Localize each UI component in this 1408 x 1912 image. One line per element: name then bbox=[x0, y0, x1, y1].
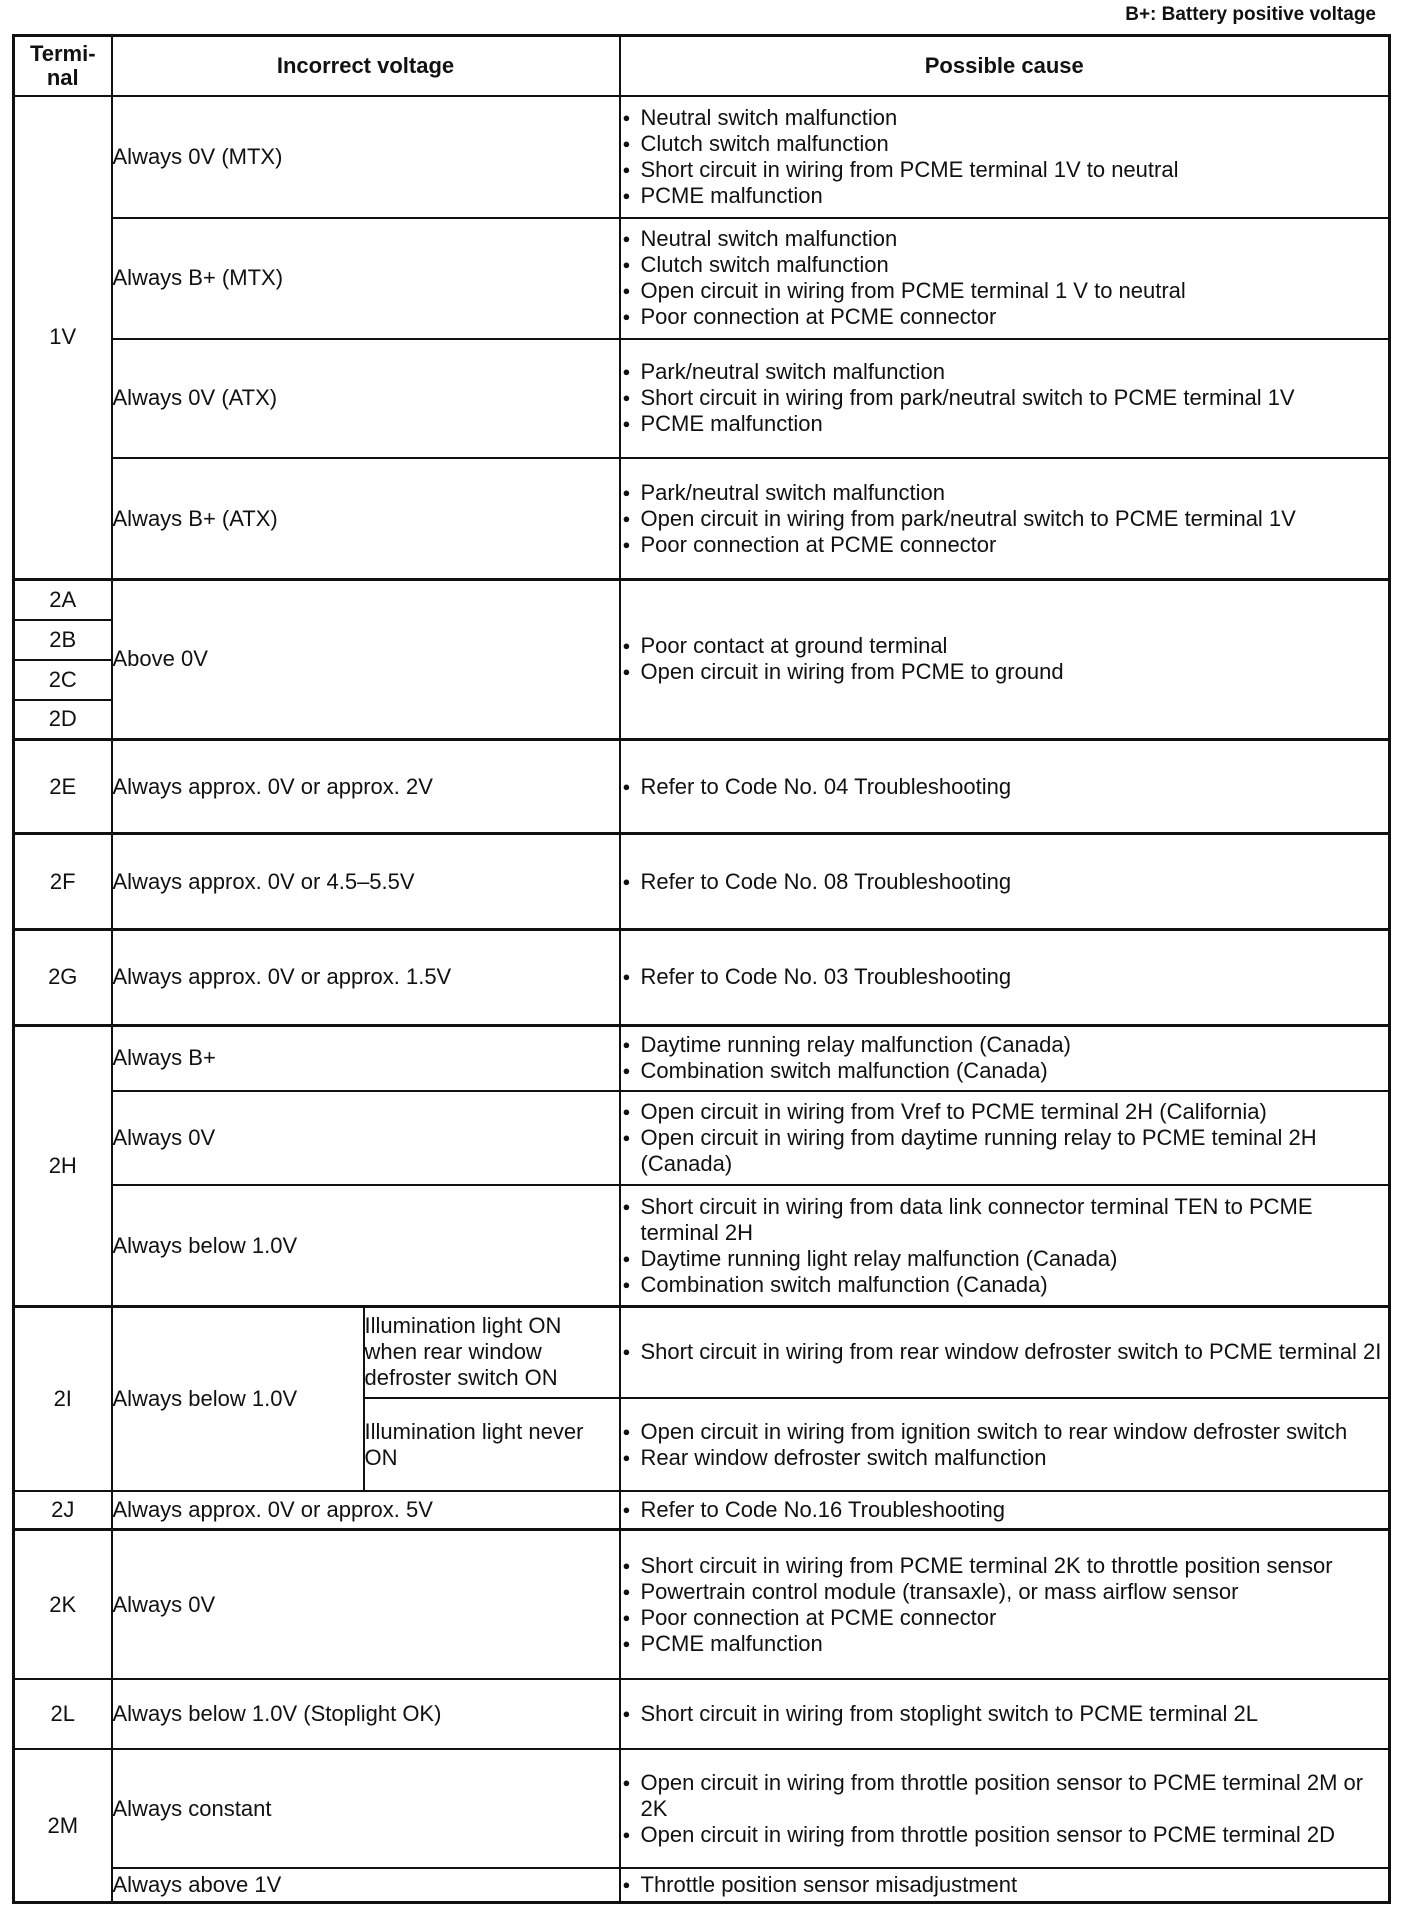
cause-cell bbox=[620, 1398, 1390, 1492]
voltage-cell: Always 0V (MTX) bbox=[112, 96, 620, 218]
cause-cell bbox=[620, 339, 1390, 459]
voltage-cell: Always B+ (MTX) bbox=[112, 218, 620, 339]
cause-item: ● Short circuit in wiring from park/neutral switch to PCME terminal 1V bbox=[621, 385, 1389, 411]
cause-item: ● Short circuit in wiring from data link connector terminal TEN to PCME terminal 2H bbox=[621, 1194, 1389, 1246]
cause-cell bbox=[620, 1749, 1390, 1868]
cause-item: ● Poor connection at PCME connector bbox=[621, 532, 1389, 558]
terminal-cell: 2J bbox=[14, 1491, 112, 1529]
table-row bbox=[14, 579, 1390, 619]
cause-item: ● Poor connection at PCME connector bbox=[621, 304, 1389, 330]
header-terminal: Termi- nal bbox=[14, 36, 112, 96]
voltage-cell: Always 0V bbox=[112, 1530, 620, 1679]
header-incorrect-voltage: Incorrect voltage bbox=[112, 36, 620, 96]
cause-item: ● Refer to Code No. 08 Troubleshooting bbox=[621, 869, 1389, 895]
voltage-cell: Always below 1.0V (Stoplight OK) bbox=[112, 1679, 620, 1749]
cause-item: ● Daytime running relay malfunction (Canada) bbox=[621, 1032, 1389, 1058]
voltage-cell: Always approx. 0V or approx. 2V bbox=[112, 739, 620, 834]
cause-cell bbox=[620, 1306, 1390, 1398]
cause-item: ● PCME malfunction bbox=[621, 183, 1389, 209]
cause-item: ● Open circuit in wiring from Vref to PCME terminal 2H (California) bbox=[621, 1099, 1389, 1125]
cause-cell bbox=[620, 1091, 1390, 1186]
terminal-cell: 2G bbox=[14, 930, 112, 1026]
voltage-cell: Always B+ bbox=[112, 1025, 620, 1090]
cause-cell bbox=[620, 1491, 1390, 1529]
cause-item: ● Park/neutral switch malfunction bbox=[621, 480, 1389, 506]
cause-item: ● Refer to Code No.16 Troubleshooting bbox=[621, 1497, 1389, 1523]
terminal-cell: 2D bbox=[14, 700, 112, 739]
cause-item: ● Rear window defroster switch malfunction bbox=[621, 1445, 1389, 1471]
table-row bbox=[14, 458, 1390, 579]
header-row bbox=[14, 36, 1390, 96]
voltage-cell: Above 0V bbox=[112, 579, 620, 739]
voltage-cell: Always approx. 0V or approx. 1.5V bbox=[112, 930, 620, 1026]
voltage-cell: Always below 1.0V bbox=[112, 1185, 620, 1306]
cause-item: ● Powertrain control module (transaxle), or mass airflow sensor bbox=[621, 1579, 1389, 1605]
table-row bbox=[14, 1025, 1390, 1090]
voltage-cell: Always B+ (ATX) bbox=[112, 458, 620, 579]
cause-cell bbox=[620, 218, 1390, 339]
cause-item: ● Refer to Code No. 03 Troubleshooting bbox=[621, 964, 1389, 990]
terminal-cell: 2F bbox=[14, 834, 112, 930]
cause-item: ● Short circuit in wiring from stoplight switch to PCME terminal 2L bbox=[621, 1701, 1389, 1727]
condition-cell: Illumination light never ON bbox=[364, 1398, 620, 1492]
table-row bbox=[14, 834, 1390, 930]
header-possible-cause: Possible cause bbox=[620, 36, 1390, 96]
cause-item: ● Open circuit in wiring from throttle position sensor to PCME terminal 2M or 2K bbox=[621, 1770, 1389, 1822]
voltage-cell: Always above 1V bbox=[112, 1868, 620, 1902]
cause-item: ● PCME malfunction bbox=[621, 1631, 1389, 1657]
table-row bbox=[14, 218, 1390, 339]
cause-cell bbox=[620, 96, 1390, 218]
cause-item: ● Combination switch malfunction (Canada) bbox=[621, 1058, 1389, 1084]
cause-item: ● Neutral switch malfunction bbox=[621, 226, 1389, 252]
table-row bbox=[14, 930, 1390, 1026]
cause-cell bbox=[620, 1679, 1390, 1749]
cause-item: ● Park/neutral switch malfunction bbox=[621, 359, 1389, 385]
cause-item: ● Open circuit in wiring from PCME terminal 1 V to neutral bbox=[621, 278, 1389, 304]
terminal-voltage-table bbox=[12, 34, 1391, 1904]
cause-cell bbox=[620, 579, 1390, 739]
cause-cell bbox=[620, 930, 1390, 1026]
terminal-cell: 2M bbox=[14, 1749, 112, 1902]
cause-item: ● Daytime running light relay malfunction (Canada) bbox=[621, 1246, 1389, 1272]
cause-item: ● Open circuit in wiring from PCME to ground bbox=[621, 659, 1389, 685]
cause-item: ● Open circuit in wiring from park/neutral switch to PCME terminal 1V bbox=[621, 506, 1389, 532]
terminal-cell: 1V bbox=[14, 96, 112, 579]
terminal-cell: 2E bbox=[14, 739, 112, 834]
cause-item: ● Combination switch malfunction (Canada) bbox=[621, 1272, 1389, 1298]
voltage-cell: Always approx. 0V or approx. 5V bbox=[112, 1491, 620, 1529]
terminal-cell: 2H bbox=[14, 1025, 112, 1306]
cause-cell bbox=[620, 1185, 1390, 1306]
terminal-cell: 2K bbox=[14, 1530, 112, 1679]
cause-item: ● Short circuit in wiring from rear window defroster switch to PCME terminal 2I bbox=[621, 1339, 1389, 1365]
table-row bbox=[14, 1306, 1390, 1398]
table-row bbox=[14, 1679, 1390, 1749]
cause-cell bbox=[620, 1530, 1390, 1679]
table-row bbox=[14, 1185, 1390, 1306]
battery-voltage-note: B+: Battery positive voltage bbox=[1125, 4, 1376, 25]
table-row bbox=[14, 1091, 1390, 1186]
cause-item: ● PCME malfunction bbox=[621, 411, 1389, 437]
cause-item: ● Short circuit in wiring from PCME terminal 1V to neutral bbox=[621, 157, 1389, 183]
cause-item: ● Clutch switch malfunction bbox=[621, 252, 1389, 278]
table-row bbox=[14, 1749, 1390, 1868]
table-row bbox=[14, 739, 1390, 834]
terminal-cell: 2B bbox=[14, 620, 112, 660]
terminal-cell: 2C bbox=[14, 660, 112, 700]
cause-cell bbox=[620, 739, 1390, 834]
cause-item: ● Throttle position sensor misadjustment bbox=[621, 1872, 1389, 1898]
cause-item: ● Poor contact at ground terminal bbox=[621, 633, 1389, 659]
cause-cell bbox=[620, 458, 1390, 579]
cause-item: ● Short circuit in wiring from PCME terminal 2K to throttle position sensor bbox=[621, 1553, 1389, 1579]
voltage-cell: Always approx. 0V or 4.5–5.5V bbox=[112, 834, 620, 930]
table-row bbox=[14, 1530, 1390, 1679]
table-row bbox=[14, 96, 1390, 218]
voltage-cell: Always 0V (ATX) bbox=[112, 339, 620, 459]
table-row bbox=[14, 1868, 1390, 1902]
cause-cell bbox=[620, 834, 1390, 930]
cause-item: ● Open circuit in wiring from throttle position sensor to PCME terminal 2D bbox=[621, 1822, 1389, 1848]
condition-cell: Illumination light ON when rear window defroster switch ON bbox=[364, 1306, 620, 1398]
cause-item: ● Open circuit in wiring from ignition switch to rear window defroster switch bbox=[621, 1419, 1389, 1445]
cause-cell bbox=[620, 1025, 1390, 1090]
cause-cell bbox=[620, 1868, 1390, 1902]
table-row bbox=[14, 339, 1390, 459]
voltage-cell: Always constant bbox=[112, 1749, 620, 1868]
cause-item: ● Refer to Code No. 04 Troubleshooting bbox=[621, 774, 1389, 800]
table-row bbox=[14, 1491, 1390, 1529]
terminal-cell: 2L bbox=[14, 1679, 112, 1749]
voltage-cell: Always 0V bbox=[112, 1091, 620, 1186]
cause-item: ● Poor connection at PCME connector bbox=[621, 1605, 1389, 1631]
cause-item: ● Neutral switch malfunction bbox=[621, 105, 1389, 131]
terminal-cell: 2A bbox=[14, 579, 112, 619]
cause-item: ● Open circuit in wiring from daytime running relay to PCME teminal 2H (Canada) bbox=[621, 1125, 1389, 1177]
cause-item: ● Clutch switch malfunction bbox=[621, 131, 1389, 157]
voltage-cell: Always below 1.0V bbox=[112, 1306, 364, 1491]
terminal-cell: 2I bbox=[14, 1306, 112, 1491]
